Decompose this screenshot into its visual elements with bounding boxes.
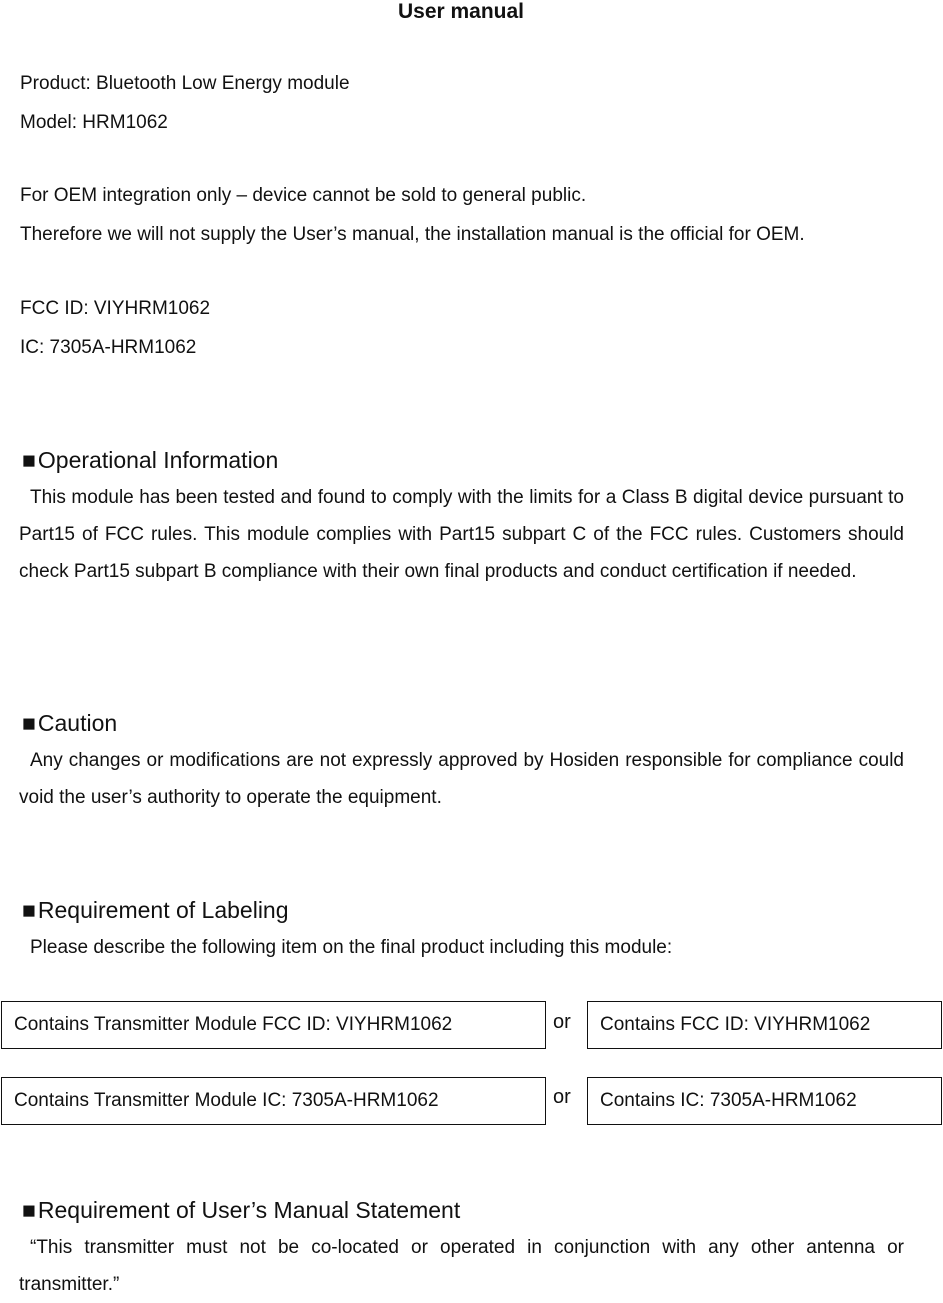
labeling-heading [22,896,289,924]
fcc-id-line: FCC ID: VIYHRM1062 [20,298,211,319]
product-line: Product: Bluetooth Low Energy module [20,73,350,94]
label-box-fcc-long-text: Contains Transmitter Module FCC ID: VIYHRM1062 [14,1014,453,1035]
label-box-fcc-short [587,1001,942,1049]
ic-line: IC: 7305A-HRM1062 [20,337,197,358]
caution-heading [22,709,117,737]
label-box-ic-short-text: Contains IC: 7305A-HRM1062 [600,1090,857,1111]
label-box-fcc-short-text: Contains FCC ID: VIYHRM1062 [600,1014,871,1035]
model-line: Model: HRM1062 [20,112,168,133]
caution-title: Caution [37,710,118,736]
oem-notice-line-1: For OEM integration only – device cannot be sold to general public. [20,185,587,206]
label-box-ic-short [587,1077,942,1125]
page-title: User manual [397,0,525,23]
operational-info-body [19,479,904,590]
caution-text: Any changes or modifications are not expressly approved by Hosiden responsible for compliance could void the user’s authority to operate the equipment. [19,750,904,808]
square-bullet-icon: ■ [22,1197,36,1223]
labeling-body [19,929,904,966]
or-separator: or [553,1086,571,1108]
labeling-title: Requirement of Labeling [37,897,289,923]
square-bullet-icon: ■ [22,447,36,473]
operational-info-title: Operational Information [37,447,279,473]
label-box-fcc-long [1,1001,546,1049]
caution-body [19,742,904,816]
or-separator: or [553,1011,571,1033]
operational-info-text: This module has been tested and found to comply with the limits for a Class B digital device pursuant to Part15 of FCC rules. This module complies with Part15 subpart C of the FCC rules. Customers should check Part15 subpart B compliance with their own final products and conduct certification if needed. [19,487,904,582]
manual-statement-title: Requirement of User’s Manual Statement [37,1197,461,1223]
square-bullet-icon: ■ [22,710,36,736]
label-box-ic-long [1,1077,546,1125]
oem-notice-line-2: Therefore we will not supply the User’s manual, the installation manual is the official for OEM. [20,224,805,245]
square-bullet-icon: ■ [22,897,36,923]
manual-statement-heading [22,1196,460,1224]
labeling-text: Please describe the following item on the final product including this module: [30,937,673,958]
operational-info-heading [22,446,278,474]
label-box-ic-long-text: Contains Transmitter Module IC: 7305A-HRM1062 [14,1090,439,1111]
manual-statement-body [19,1229,904,1303]
manual-statement-text: “This transmitter must not be co-located or operated in conjunction with any other antenna or transmitter.” [19,1237,904,1295]
